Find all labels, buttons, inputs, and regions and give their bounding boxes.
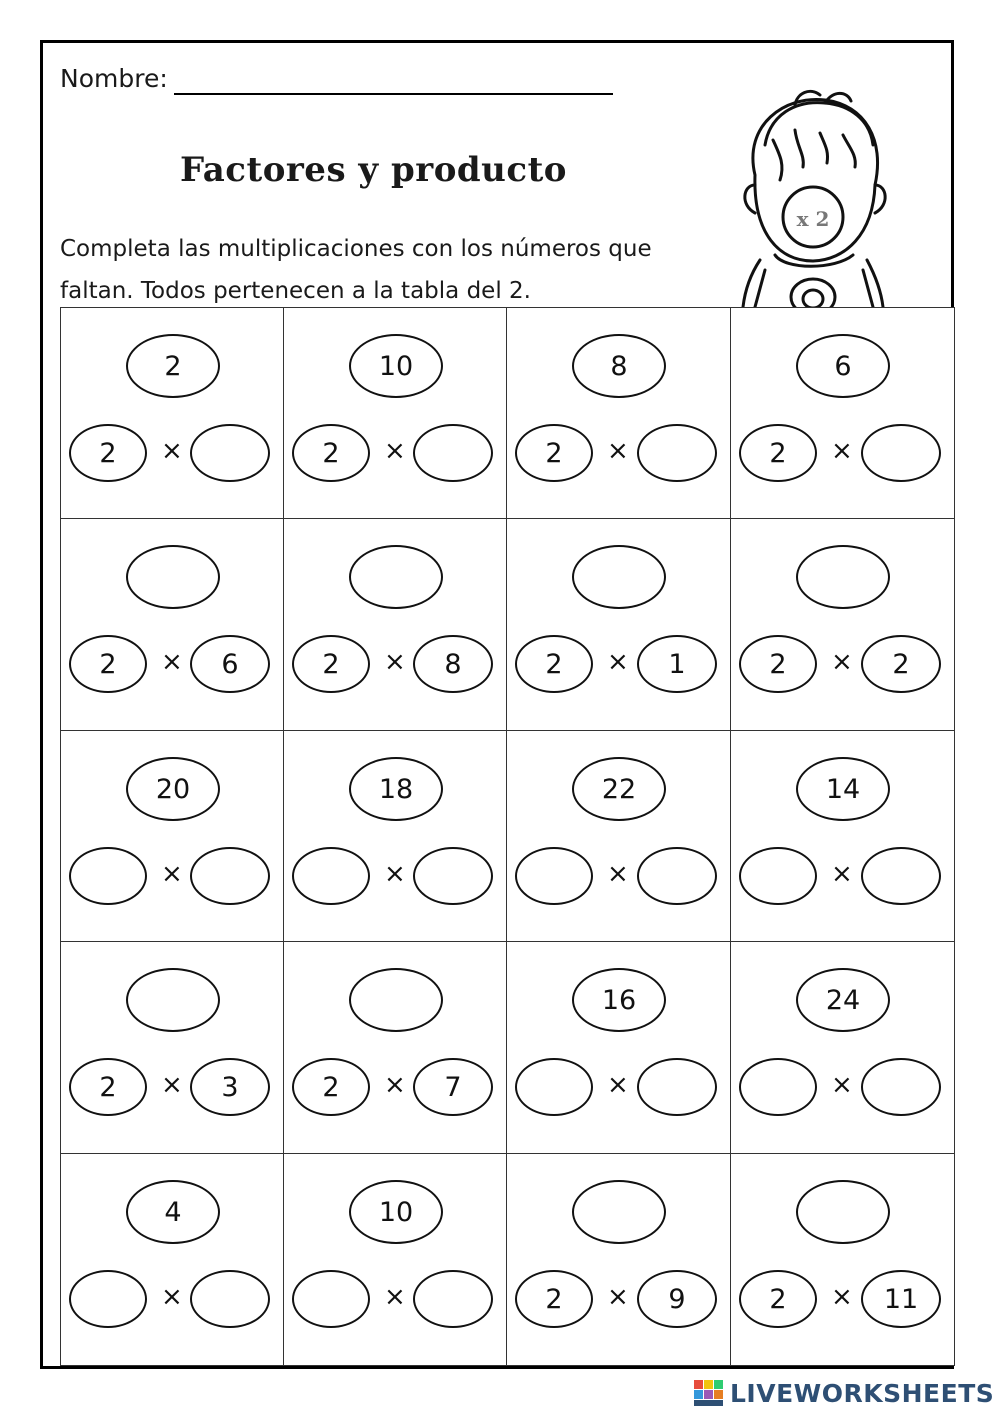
- product-oval[interactable]: [126, 545, 220, 609]
- product-oval: 18: [349, 757, 443, 821]
- exercise-cell: [506, 1153, 731, 1366]
- name-input-line[interactable]: [174, 93, 613, 95]
- name-row: [60, 64, 168, 93]
- factor2-oval[interactable]: [861, 1058, 941, 1116]
- factor1-oval[interactable]: [515, 1058, 593, 1116]
- exercise-cell: [730, 518, 955, 731]
- factor1-oval: 2: [515, 424, 593, 482]
- multiply-sign: ×: [161, 647, 183, 677]
- product-oval: 20: [126, 757, 220, 821]
- factor2-oval: 1: [637, 635, 717, 693]
- exercise-cell: [60, 941, 284, 1154]
- factor2-oval[interactable]: [637, 847, 717, 905]
- footer-brand: [692, 1376, 994, 1410]
- exercise-cell: [60, 518, 284, 731]
- name-label: Nombre:: [60, 64, 168, 93]
- multiply-sign: ×: [831, 436, 853, 466]
- factor1-oval: 2: [515, 1270, 593, 1328]
- exercise-cell: [60, 730, 284, 943]
- factor2-oval[interactable]: [637, 1058, 717, 1116]
- multiply-sign: ×: [607, 1282, 629, 1312]
- exercise-cell: [730, 307, 955, 520]
- factor1-oval[interactable]: [739, 1058, 817, 1116]
- factor1-oval[interactable]: [69, 1270, 147, 1328]
- multiply-sign: ×: [384, 859, 406, 889]
- footer-brand-text: LIVEWORKSHEETS: [730, 1378, 995, 1408]
- exercise-cell: [283, 1153, 507, 1366]
- product-oval[interactable]: [796, 545, 890, 609]
- factor1-oval[interactable]: [69, 847, 147, 905]
- product-oval[interactable]: [349, 968, 443, 1032]
- factor2-oval: 7: [413, 1058, 493, 1116]
- product-oval: 6: [796, 334, 890, 398]
- multiply-sign: ×: [831, 647, 853, 677]
- product-oval[interactable]: [126, 968, 220, 1032]
- product-oval: 10: [349, 1180, 443, 1244]
- factor1-oval: 2: [515, 635, 593, 693]
- product-oval: 22: [572, 757, 666, 821]
- factor1-oval: 2: [69, 424, 147, 482]
- worksheet-title: Factores y producto: [180, 150, 567, 190]
- product-oval: 24: [796, 968, 890, 1032]
- exercise-cell: [506, 518, 731, 731]
- factor1-oval: 2: [69, 635, 147, 693]
- exercise-cell: [506, 730, 731, 943]
- exercise-cell: [60, 1153, 284, 1366]
- factor2-oval: 8: [413, 635, 493, 693]
- factor1-oval: 2: [292, 635, 370, 693]
- product-oval[interactable]: [349, 545, 443, 609]
- multiply-sign: ×: [831, 1282, 853, 1312]
- mascot-badge: x 2: [796, 207, 830, 231]
- multiply-sign: ×: [161, 859, 183, 889]
- factor1-oval: 2: [292, 1058, 370, 1116]
- product-oval: 8: [572, 334, 666, 398]
- product-oval: 16: [572, 968, 666, 1032]
- factor2-oval: 11: [861, 1270, 941, 1328]
- factor1-oval: 2: [292, 424, 370, 482]
- boy-mascot-illustration: [725, 85, 895, 310]
- factor1-oval: 2: [69, 1058, 147, 1116]
- product-oval[interactable]: [572, 545, 666, 609]
- factor2-oval[interactable]: [190, 1270, 270, 1328]
- exercise-cell: [283, 307, 507, 520]
- exercise-grid: [60, 307, 954, 1365]
- exercise-cell: [506, 307, 731, 520]
- factor2-oval[interactable]: [413, 847, 493, 905]
- multiply-sign: ×: [161, 1070, 183, 1100]
- factor1-oval[interactable]: [292, 1270, 370, 1328]
- multiply-sign: ×: [607, 859, 629, 889]
- exercise-cell: [506, 941, 731, 1154]
- factor2-oval: 2: [861, 635, 941, 693]
- product-oval: 10: [349, 334, 443, 398]
- liveworksheets-logo-icon: [692, 1378, 726, 1408]
- factor1-oval[interactable]: [739, 847, 817, 905]
- factor1-oval: 2: [739, 424, 817, 482]
- factor2-oval[interactable]: [637, 424, 717, 482]
- factor1-oval[interactable]: [292, 847, 370, 905]
- multiply-sign: ×: [607, 1070, 629, 1100]
- factor2-oval[interactable]: [861, 424, 941, 482]
- exercise-cell: [730, 1153, 955, 1366]
- instruction-line-1: Completa las multiplicaciones con los números que: [60, 236, 652, 262]
- multiply-sign: ×: [384, 1070, 406, 1100]
- factor2-oval[interactable]: [413, 1270, 493, 1328]
- factor1-oval: 2: [739, 635, 817, 693]
- product-oval: 14: [796, 757, 890, 821]
- multiply-sign: ×: [831, 859, 853, 889]
- factor2-oval: 9: [637, 1270, 717, 1328]
- exercise-cell: [283, 730, 507, 943]
- factor2-oval: 3: [190, 1058, 270, 1116]
- factor2-oval[interactable]: [413, 424, 493, 482]
- multiply-sign: ×: [384, 436, 406, 466]
- exercise-cell: [283, 941, 507, 1154]
- factor1-oval[interactable]: [515, 847, 593, 905]
- multiply-sign: ×: [831, 1070, 853, 1100]
- factor2-oval[interactable]: [190, 424, 270, 482]
- multiply-sign: ×: [607, 436, 629, 466]
- product-oval: 2: [126, 334, 220, 398]
- factor2-oval[interactable]: [861, 847, 941, 905]
- product-oval: 4: [126, 1180, 220, 1244]
- factor2-oval: 6: [190, 635, 270, 693]
- exercise-cell: [283, 518, 507, 731]
- factor2-oval[interactable]: [190, 847, 270, 905]
- multiply-sign: ×: [607, 647, 629, 677]
- exercise-cell: [60, 307, 284, 520]
- exercise-cell: [730, 730, 955, 943]
- product-oval[interactable]: [796, 1180, 890, 1244]
- factor1-oval: 2: [739, 1270, 817, 1328]
- multiply-sign: ×: [161, 436, 183, 466]
- multiply-sign: ×: [384, 1282, 406, 1312]
- instruction-line-2: faltan. Todos pertenecen a la tabla del 2.: [60, 278, 531, 304]
- multiply-sign: ×: [161, 1282, 183, 1312]
- multiply-sign: ×: [384, 647, 406, 677]
- exercise-cell: [730, 941, 955, 1154]
- product-oval[interactable]: [572, 1180, 666, 1244]
